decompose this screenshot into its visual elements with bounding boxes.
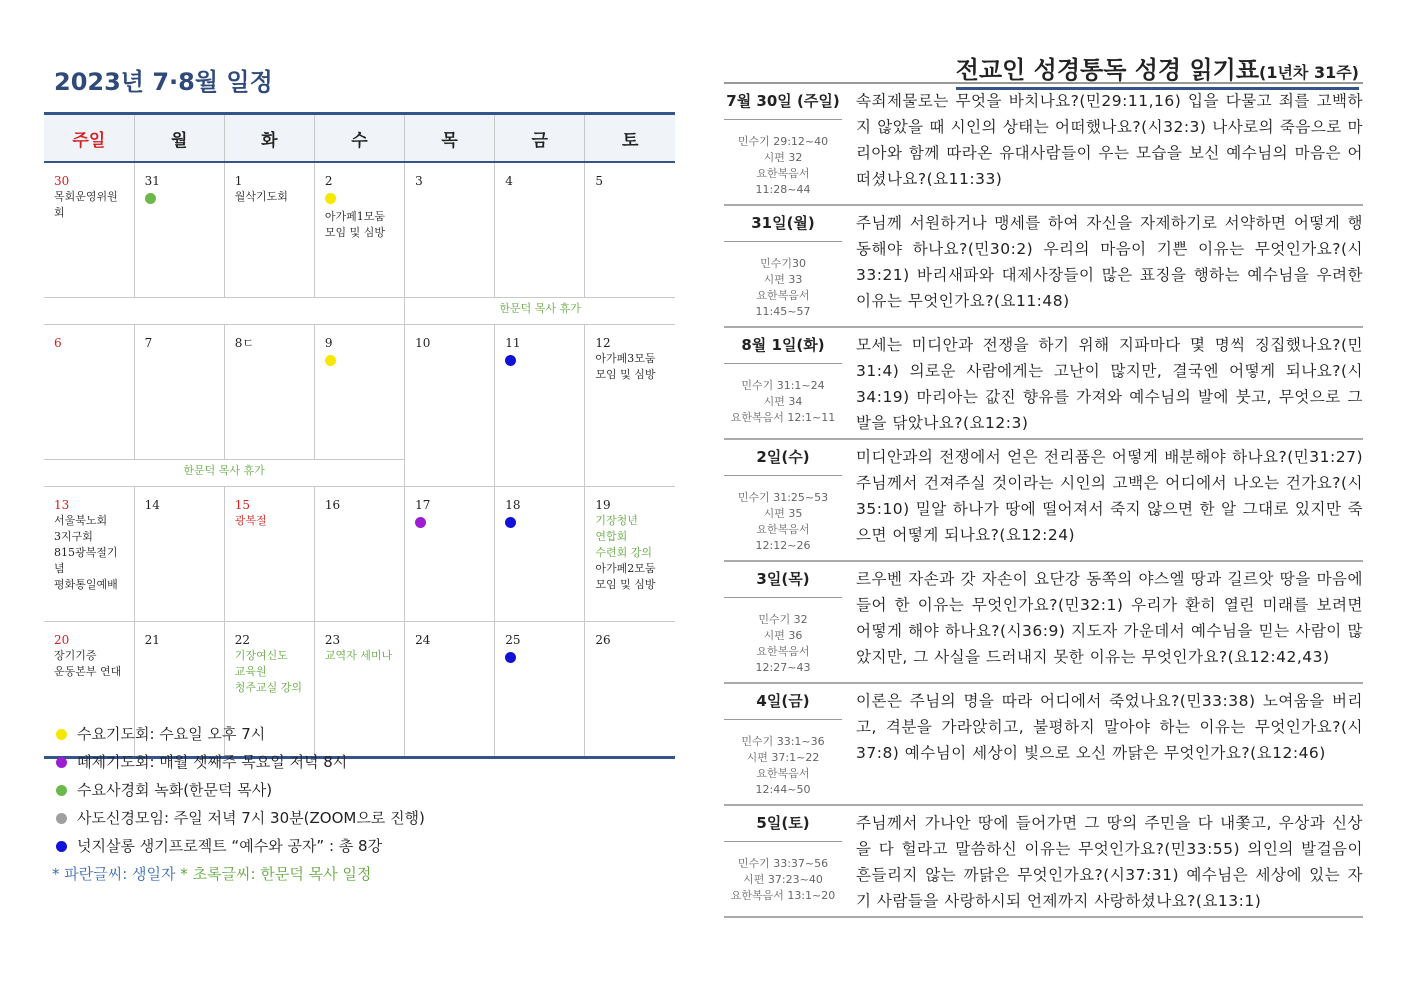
weekday-tue: 화 — [224, 114, 314, 163]
day-event: 아가페1모둠 — [324, 210, 386, 223]
schedule-title: 2023년 7·8월 일정 — [54, 68, 273, 96]
entry-readings: 민수기 32 시편 36 요한복음서 12:27~43 — [755, 613, 811, 674]
note-blue: * 파란글씨: 생일자 — [52, 865, 181, 883]
reading-entry — [724, 440, 1363, 562]
day-event: 목회운영위원회 — [54, 190, 118, 219]
entry-left — [724, 206, 842, 326]
day-number: 30 — [54, 174, 70, 188]
calendar-week — [44, 325, 675, 460]
day-number: 31 — [144, 174, 160, 188]
day-event: 815광복절기념 — [54, 546, 118, 575]
entry-readings: 민수기 31:1~24 시편 34 요한복음서 12:1~11 — [730, 379, 836, 424]
entry-question: 속죄제물로는 무엇을 바치나요?(민29:11,16) 입을 다물고 죄를 고백하지 않았을 때 시인의 상태는 어떠했나요?(시32:3) 나사로의 죽음으로 마리아와 함께 따라온 유대사람들이 우는 모습을 보신 예수님의 마음은 어떠셨나요?(요11:33) — [856, 92, 1363, 188]
day-event: 청주교실 강의 — [234, 681, 303, 694]
blue-dot-icon — [505, 652, 516, 663]
legend-label: 사도신경모임: 주일 저녁 7시 30분(ZOOM으로 진행) — [77, 809, 425, 827]
calendar-table — [44, 112, 675, 759]
entry-date: 5일(토) — [724, 806, 842, 842]
entry-left — [724, 562, 842, 682]
day-number: 22 — [234, 633, 251, 647]
entry-question: 주님께 서원하거나 맹세를 하여 자신을 자제하기로 서약하면 어떻게 행동해야 하나요?(민30:2) 우리의 마음이 기쁜 이유는 무엇인가요?(시33:21) 바리새파와 대제사장들이 많은 표징을 행하는 예수님을 우려한 이유는 무엇인가요?(요11:48) — [856, 214, 1363, 310]
entry-date: 3일(목) — [724, 562, 842, 598]
entry-left — [724, 328, 842, 438]
entry-question: 주님께서 가나안 땅에 들어가면 그 땅의 주민을 다 내쫓고, 우상과 신상을 다 헐라고 말씀하신 이유는 무엇인가요?(민33:55) 의인의 발걸음이 흔들리지 않는 까닭은 무엇인가요?(시37:31) 예수님은 세상에 있는 자기 사람들을 사랑하시되 언제까지 사랑하셨나요?(요13:1) — [856, 814, 1363, 910]
day-event: 광복절 — [234, 514, 267, 527]
entry-left — [724, 806, 842, 916]
reading-entry — [724, 84, 1363, 206]
day-event: 장기기증 — [54, 649, 97, 662]
day-cell — [314, 162, 404, 298]
vacation-row — [44, 298, 675, 325]
day-event: 모임 및 심방 — [324, 226, 386, 239]
day-number: 9 — [324, 336, 333, 350]
day-cell — [405, 487, 495, 622]
entry-date: 8월 1일(화) — [724, 328, 842, 364]
vacation-label: 한문덕 목사 휴가 — [44, 460, 405, 487]
reading-entry — [724, 806, 1363, 918]
day-cell — [495, 162, 585, 298]
day-number: 7 — [144, 336, 153, 350]
day-event: 월삭기도회 — [234, 190, 288, 203]
day-event: 평화통일예배 — [54, 578, 118, 591]
empty-cell — [44, 298, 405, 325]
day-number: 26 — [595, 633, 611, 647]
entry-date: 31일(월) — [724, 206, 842, 242]
reading-entry — [724, 562, 1363, 684]
weekday-thu: 목 — [405, 114, 495, 163]
calendar-week — [44, 162, 675, 298]
entry-readings: 민수기 29:12~40 시편 32 요한복음서 11:28~44 — [737, 135, 829, 196]
day-number: 25 — [505, 633, 521, 647]
blue-dot-icon — [505, 517, 516, 528]
day-cell — [44, 487, 134, 622]
entry-question: 미디안과의 전쟁에서 얻은 전리품은 어떻게 배분해야 하나요?(민31:27) 주님께서 건져주실 것이라는 시인의 고백은 어디에서 나오는 건가요?(시35:10) 밀알 하나가 땅에 떨어져서 죽지 않으면 한 알 그대로 있지만 죽으면 어떻게 되나요?(요12:24) — [856, 448, 1363, 544]
legend-note — [52, 860, 425, 888]
day-event: 연합회 — [595, 530, 628, 543]
day-number: 6 — [54, 336, 62, 350]
schedule-legend — [52, 720, 425, 888]
calendar-week — [44, 487, 675, 622]
yellow-dot-icon — [325, 355, 336, 366]
day-cell — [495, 622, 585, 758]
entry-readings: 민수기 33:1~36 시편 37:1~22 요한복음서 12:44~50 — [741, 735, 825, 796]
legend-label: 넛지살롱 생기프로젝트 “예수와 공자” : 총 8강 — [77, 837, 383, 855]
note-green: * 초록글씨: 한문덕 목사 일정 — [180, 865, 372, 883]
green-dot-icon — [145, 193, 156, 204]
entry-question: 모세는 미디안과 전쟁을 하기 위해 지파마다 몇 명씩 징집했나요?(민31:4) 의로운 사람에게는 고난이 많지만, 결국엔 어떻게 되나요?(시34:19) 마리아는 값진 향유를 가져와 예수님의 발에 붓고, 무엇으로 그 발을 닦았나요?(요12:3) — [856, 336, 1363, 432]
day-cell — [495, 325, 585, 487]
entry-readings: 민수기 31:25~53 시편 35 요한복음서 12:12~26 — [737, 491, 829, 552]
day-number: 20 — [54, 633, 70, 647]
day-number: 12 — [595, 336, 611, 350]
green-dot-icon — [56, 785, 67, 796]
plan-title-text: 전교인 성경통독 성경 읽기표 — [955, 56, 1260, 84]
entry-date: 7월 30일 (주일) — [724, 84, 842, 120]
day-number: 15 — [234, 498, 251, 512]
purple-dot-icon — [56, 757, 67, 768]
reading-plan — [724, 82, 1363, 918]
day-cell — [585, 325, 675, 487]
weekday-sat: 토 — [585, 114, 675, 163]
day-cell — [314, 325, 404, 460]
yellow-dot-icon — [56, 729, 67, 740]
day-number: 3 — [415, 174, 423, 188]
entry-question: 이론은 주님의 명을 따라 어디에서 죽었나요?(민33:38) 노여움을 버리고, 격분을 가라앉히고, 불평하지 말아야 하는 이유는 무엇인가요?(시37:8) 예수님이 세상이 빛으로 오신 까닭은 무엇인가요?(요12:46) — [856, 692, 1363, 762]
legend-item — [52, 748, 425, 776]
weekday-wed: 수 — [314, 114, 404, 163]
day-cell — [224, 487, 314, 622]
day-number: 17 — [415, 498, 431, 512]
entry-readings: 민수기 33:37~56 시편 37:23~40 요한복음서 13:1~20 — [730, 857, 836, 902]
day-cell — [314, 487, 404, 622]
entry-left — [724, 440, 842, 560]
legend-item — [52, 804, 425, 832]
day-number: 21 — [144, 633, 160, 647]
day-cell — [224, 325, 314, 460]
day-number: 11 — [505, 336, 521, 350]
legend-item — [52, 720, 425, 748]
day-number: 8ㄷ — [234, 336, 255, 350]
day-number: 2 — [324, 174, 333, 188]
day-number: 19 — [595, 498, 611, 512]
reading-entry — [724, 328, 1363, 440]
weekday-mon: 월 — [134, 114, 224, 163]
calendar-header — [44, 114, 675, 163]
day-number: 10 — [415, 336, 431, 350]
legend-item — [52, 832, 425, 860]
reading-entry — [724, 206, 1363, 328]
day-event: 기장청년 — [595, 514, 638, 527]
day-event: 서울북노회 — [54, 514, 108, 527]
plan-subtitle: (1년차 31주) — [1259, 63, 1359, 82]
day-number: 23 — [324, 633, 341, 647]
day-event: 교육원 — [234, 665, 267, 678]
legend-label: 수요기도회: 수요일 오후 7시 — [77, 725, 266, 743]
day-number: 13 — [54, 498, 70, 512]
gray-dot-icon — [56, 813, 67, 824]
entry-readings: 민수기30 시편 33 요한복음서 11:45~57 — [755, 257, 811, 318]
day-number: 24 — [415, 633, 431, 647]
day-event: 기장여신도 — [234, 649, 288, 662]
weekday-fri: 금 — [495, 114, 585, 163]
day-event: 아가페2모둠 — [595, 562, 656, 575]
weekday-sun: 주일 — [44, 114, 134, 163]
entry-question: 르우벤 자손과 갓 자손이 요단강 동쪽의 야스엘 땅과 길르앗 땅을 마음에 들어 한 이유는 무엇인가요?(민32:1) 우리가 환히 열린 미래를 보려면 어떻게 해야 하나요?(시36:9) 지도자 가운데서 예수님을 믿는 사람이 많았지만, 그 사실을 드러내지 못한 이유는 무엇인가요?(요12:42,43) — [856, 570, 1363, 666]
day-number: 4 — [505, 174, 513, 188]
day-number: 16 — [324, 498, 341, 512]
day-cell — [495, 487, 585, 622]
day-cell — [224, 162, 314, 298]
day-cell — [585, 622, 675, 758]
legend-item — [52, 776, 425, 804]
day-number: 5 — [595, 174, 603, 188]
legend-label: 수요사경회 녹화(한문덕 목사) — [77, 781, 273, 799]
blue-dot-icon — [56, 841, 67, 852]
blue-dot-icon — [505, 355, 516, 366]
entry-left — [724, 684, 842, 804]
day-cell — [405, 325, 495, 487]
day-cell — [585, 162, 675, 298]
day-cell — [134, 162, 224, 298]
day-event: 모임 및 심방 — [595, 578, 656, 591]
reading-entry — [724, 684, 1363, 806]
day-event: 교역자 세미나 — [324, 649, 393, 662]
vacation-label: 한문덕 목사 휴가 — [405, 298, 675, 325]
day-cell — [585, 487, 675, 622]
day-cell — [134, 487, 224, 622]
day-event: 아가페3모둠 — [595, 352, 656, 365]
day-cell — [405, 162, 495, 298]
day-number: 1 — [234, 174, 243, 188]
day-event: 운동본부 연대 — [54, 665, 122, 678]
day-cell — [44, 325, 134, 460]
entry-left — [724, 84, 842, 204]
day-cell — [44, 162, 134, 298]
day-event: 모임 및 심방 — [595, 368, 656, 381]
day-number: 18 — [505, 498, 521, 512]
entry-date: 4일(금) — [724, 684, 842, 720]
legend-label: 떼제기도회: 매월 셋째주 목요일 저녁 8시 — [77, 753, 348, 771]
day-event: 수련회 강의 — [595, 546, 652, 559]
day-number: 14 — [144, 498, 160, 512]
day-event: 3지구회 — [54, 530, 93, 543]
purple-dot-icon — [415, 517, 426, 528]
day-cell — [134, 325, 224, 460]
entry-date: 2일(수) — [724, 440, 842, 476]
yellow-dot-icon — [325, 193, 336, 204]
